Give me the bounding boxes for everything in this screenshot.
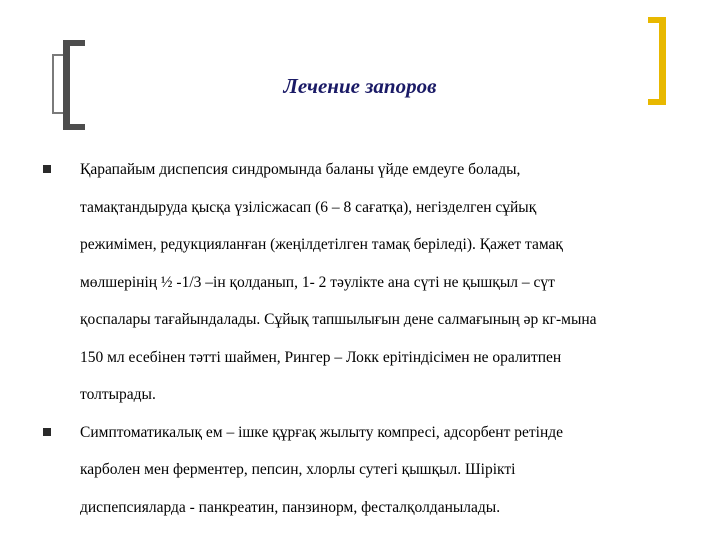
bullet-line: Қарапайым диспепсия синдромында баланы үйде емдеуге болады, [80, 161, 521, 178]
bullet-line: толтырады. [80, 386, 156, 403]
right-bracket-bottom [648, 99, 666, 105]
bullet-text [80, 151, 698, 414]
left-bracket-bottom [63, 124, 85, 130]
slide-title-text: Лечение запоров [283, 74, 437, 98]
bullet-line: мөлшерінің ½ -1/3 –ін қолданып, 1- 2 тәулікте ана сүті не қышқыл – сүт [80, 273, 555, 291]
bullet-line: Симптоматикалық ем – ішке құрғақ жылыту компресі, адсорбент ретінде [80, 423, 564, 441]
slide-title [0, 74, 720, 99]
square-bullet-icon [43, 428, 51, 436]
bullet-line: тамақтандыруда қысқа үзілісжасап (6 – 8 сағатқа), негізделген сұйық [80, 198, 537, 216]
bullet-line: карболен мен ферментер, пепсин, хлорлы сутегі қышқыл. Шірікті [80, 461, 516, 478]
bullet-line: диспепсияларда - панкреатин, панзинорм, фесталқолданылады. [80, 498, 501, 516]
bullet-line: 150 мл есебінен тәтті шаймен, Рингер – Локк ерітіндісімен не оралитпен [80, 348, 562, 366]
bullet-item-treatment [38, 151, 698, 414]
square-bullet-icon [43, 165, 51, 173]
bullet-list [38, 151, 698, 526]
bullet-line: режимімен, редукцияланған (жеңілдетілген тамақ беріледі). Қажет тамақ [80, 236, 563, 253]
bullet-item-symptomatic [38, 414, 698, 527]
right-bracket-top [648, 17, 666, 23]
bullet-line: қоспалары тағайындалады. Сұйық тапшылығын дене салмағының әр кг-мына [80, 311, 597, 328]
left-bracket-top [63, 40, 85, 46]
bullet-text [80, 414, 698, 527]
